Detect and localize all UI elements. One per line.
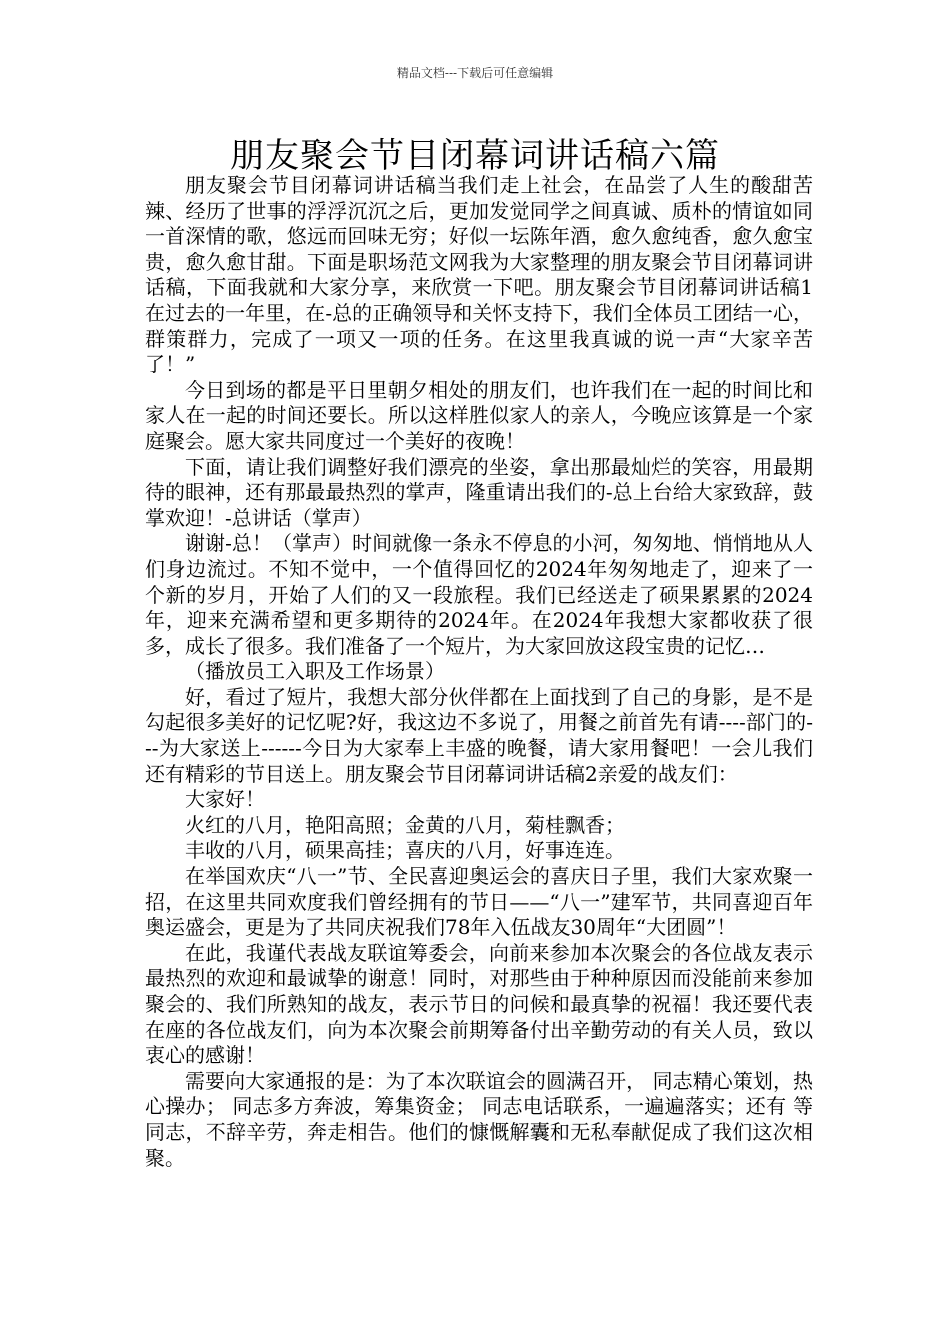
paragraph: 需要向大家通报的是：为了本次联谊会的圆满召开， 同志精心策划，热心操办； 同志多方奔波，筹集资金； 同志电话联系，一遍遍落实；还有 等同志，不辞辛劳，奔走相告。他们的慷慨解囊和无私奉献促成了我们这次相聚。 — [145, 1068, 813, 1170]
paragraph: 今日到场的都是平日里朝夕相处的朋友们，也许我们在一起的时间比和家人在一起的时间还要长。所以这样胜似家人的亲人，今晚应该算是一个家庭聚会。愿大家共同度过一个美好的夜晚！ — [145, 377, 813, 453]
paragraph: 火红的八月，艳阳高照；金黄的八月，菊桂飘香； — [185, 812, 625, 837]
paragraph: 谢谢-总！（掌声）时间就像一条永不停息的小河，匆匆地、悄悄地从人们身边流过。不知不觉中，一个值得回忆的2024年匆匆地走了，迎来了一个新的岁月，开始了人们的又一段旅程。我们已经送走了硕果累累的2024年，迎来充满希望和更多期待的2024年。在2024年我想大家都收获了很多，成长了很多。我们准备了一个短片，为大家回放这段宝贵的记忆… — [145, 531, 813, 658]
paragraph: 在举国欢庆“八一”节、全民喜迎奥运会的喜庆日子里，我们大家欢聚一招，在这里共同欢度我们曾经拥有的节日——“八一”建军节，共同喜迎百年奥运盛会，更是为了共同庆祝我们78年入伍战友30周年“大团圆”！ — [145, 864, 813, 940]
paragraph: 在此，我谨代表战友联谊筹委会，向前来参加本次聚会的各位战友表示最热烈的欢迎和最诚挚的谢意！同时，对那些由于种种原因而没能前来参加聚会的、我们所熟知的战友，表示节日的问候和最真挚的祝福！我还要代表在座的各位战友们，向为本次聚会前期筹备付出辛勤劳动的有关人员，致以衷心的感谢！ — [145, 940, 813, 1068]
document-body — [145, 173, 813, 1171]
paragraph: （播放员工入职及工作场景） — [185, 659, 445, 684]
page-header: 精品文档---下载后可任意编辑 — [396, 66, 554, 80]
document-title: 朋友聚会节目闭幕词讲话稿六篇 — [230, 136, 720, 176]
paragraph: 好，看过了短片，我想大部分伙伴都在上面找到了自己的身影，是不是勾起很多美好的记忆呢?好，我这边不多说了，用餐之前首先有请----部门的---为大家送上------今日为大家奉上丰盛的晚餐，请大家用餐吧！一会儿我们还有精彩的节目送上。朋友聚会节目闭幕词讲话稿2亲爱的战友们： — [145, 684, 813, 786]
paragraph: 下面，请让我们调整好我们漂亮的坐姿，拿出那最灿烂的笑容，用最期待的眼神，还有那最最热烈的掌声，隆重请出我们的-总上台给大家致辞，鼓掌欢迎！-总讲话（掌声） — [145, 454, 813, 530]
paragraph: 大家好！ — [185, 787, 265, 812]
paragraph: 丰收的八月，硕果高挂；喜庆的八月，好事连连。 — [185, 838, 625, 863]
paragraph: 朋友聚会节目闭幕词讲话稿当我们走上社会，在品尝了人生的酸甜苦辣、经历了世事的浮浮沉沉之后，更加发觉同学之间真诚、质朴的情谊如同一首深情的歌，悠远而回味无穷；好似一坛陈年酒，愈久愈纯香，愈久愈宝贵，愈久愈甘甜。下面是职场范文网我为大家整理的朋友聚会节目闭幕词讲话稿，下面我就和大家分享，来欣赏一下吧。朋友聚会节目闭幕词讲话稿1在过去的一年里，在-总的正确领导和关怀支持下，我们全体员工团结一心，群策群力，完成了一项又一项的任务。在这里我真诚的说一声“大家辛苦了！” — [145, 173, 813, 377]
